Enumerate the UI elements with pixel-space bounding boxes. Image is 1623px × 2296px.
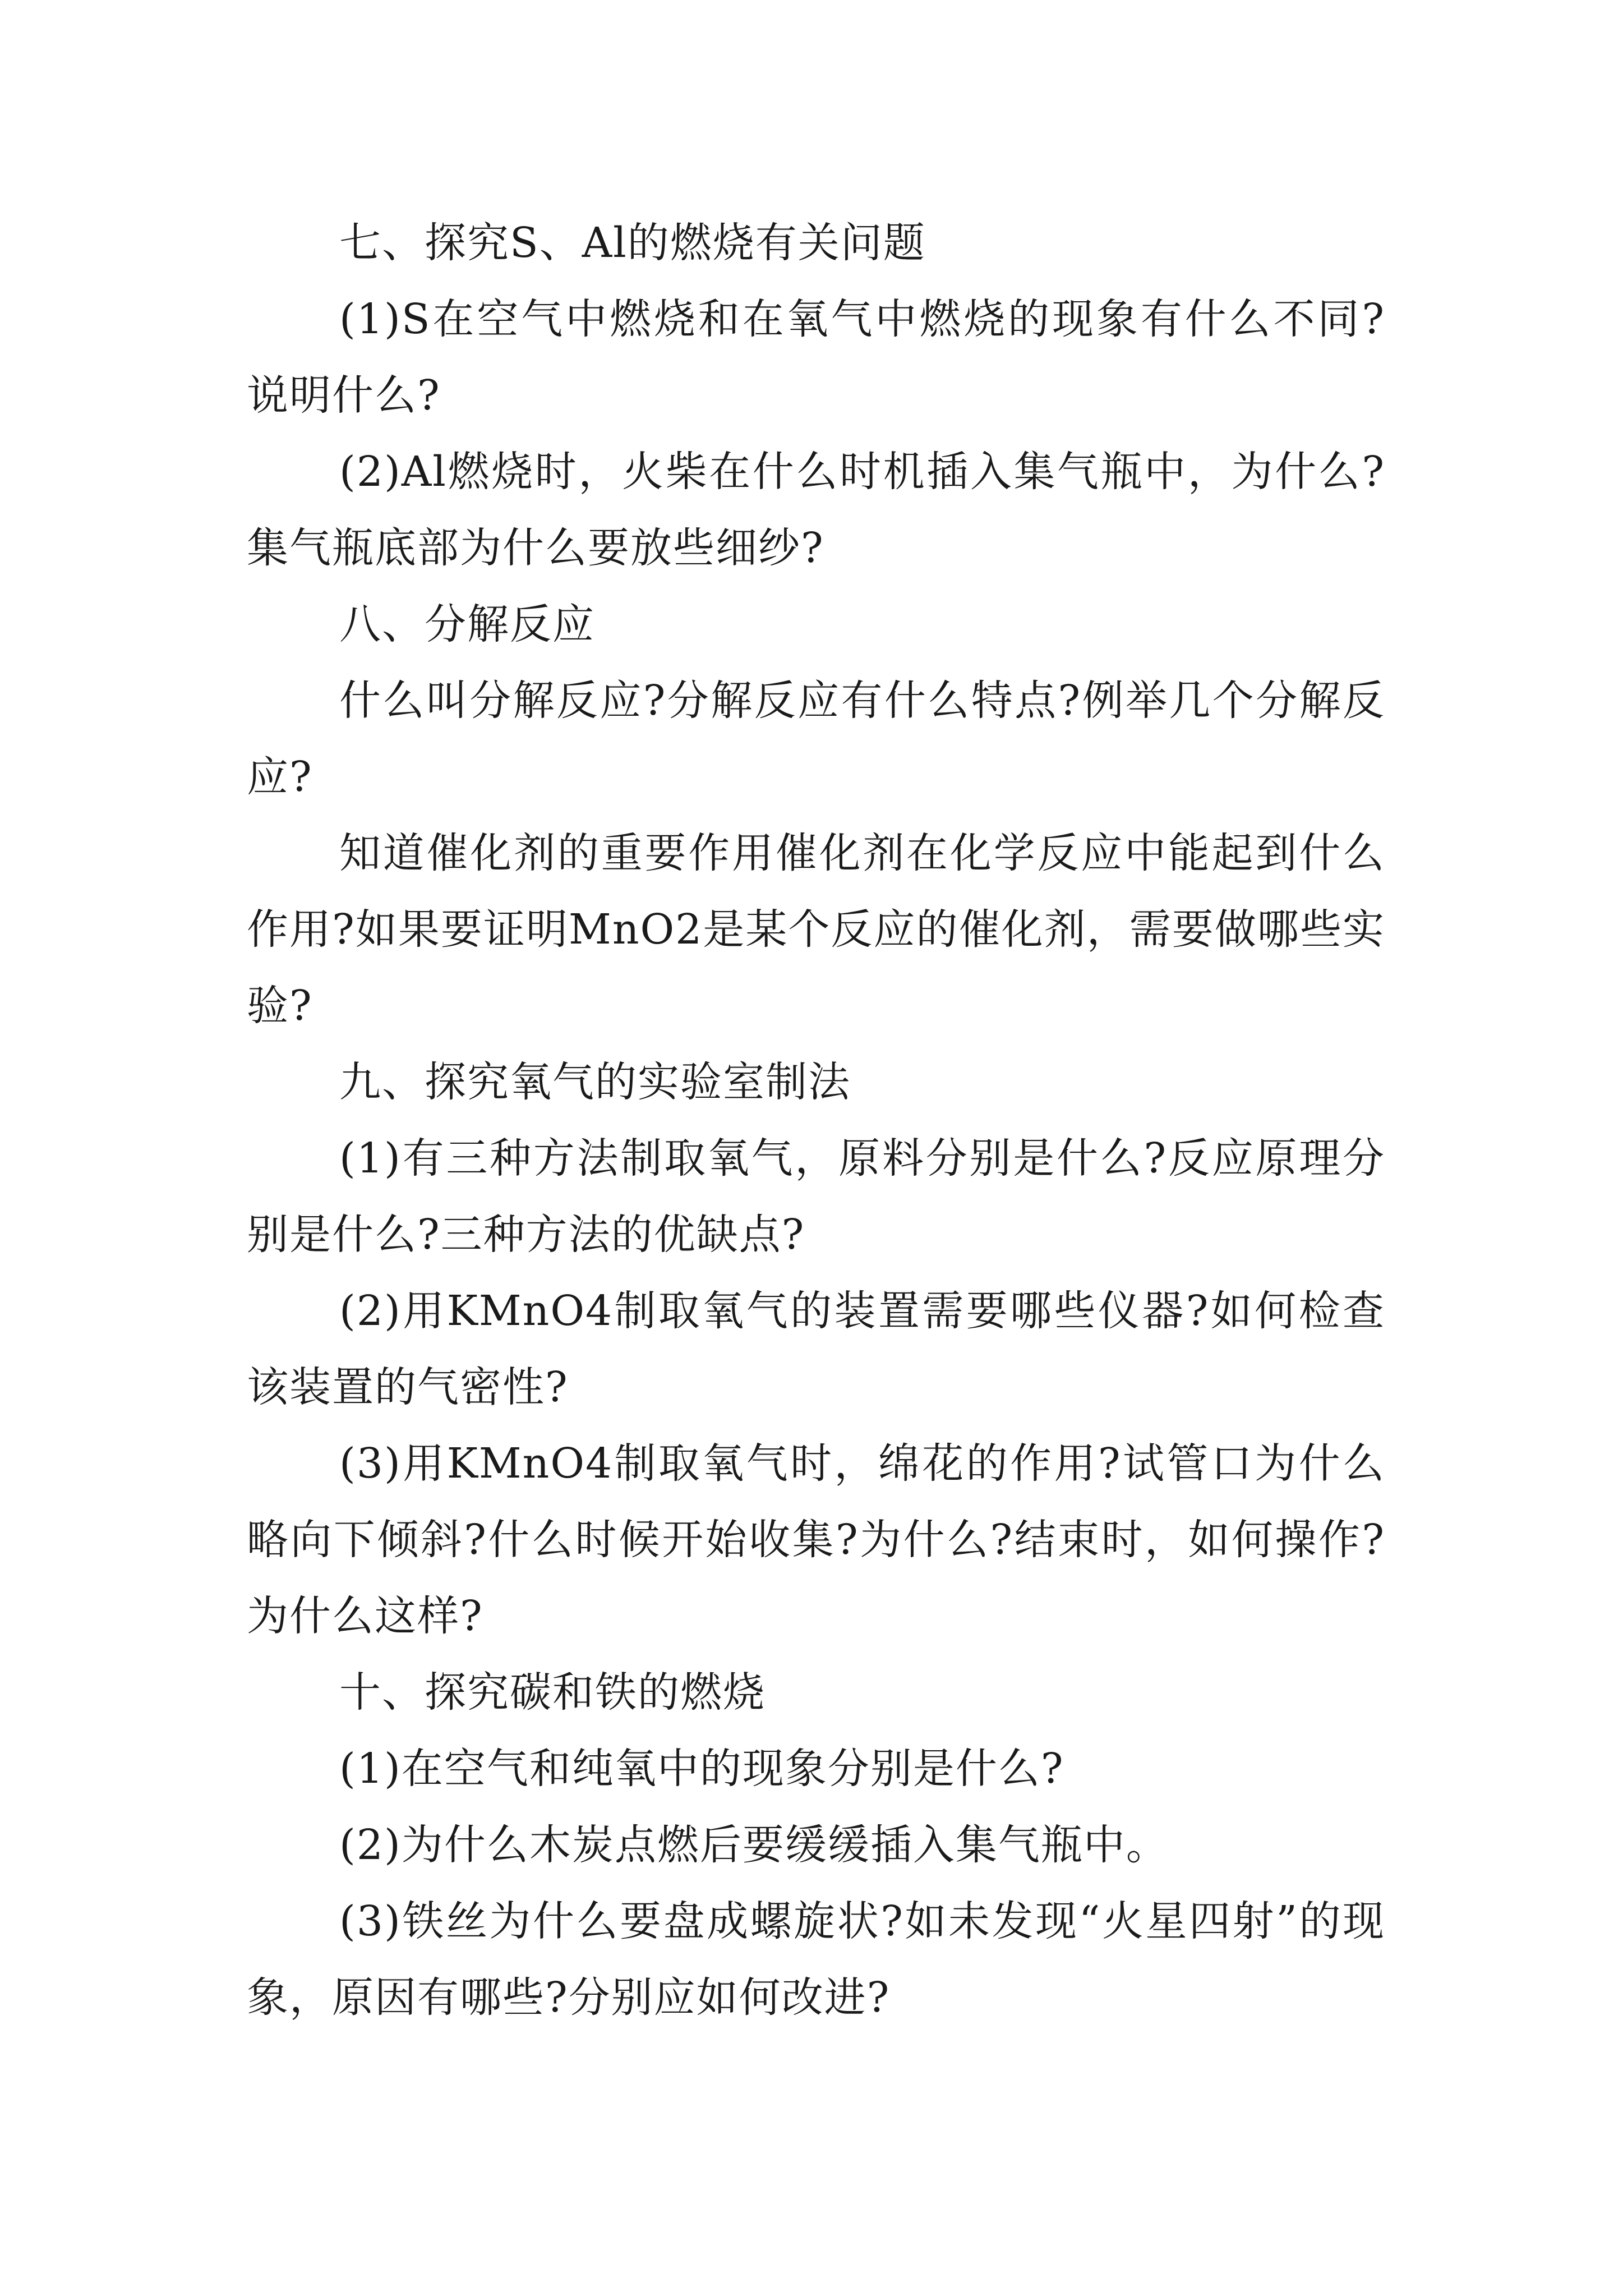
question-9-3: (3)用KMnO4制取氧气时，绵花的作用?试管口为什么略向下倾斜?什么时候开始收集?为什么?结束时，如何操作?为什么这样? <box>247 1439 1385 1640</box>
section-heading-9: 九、探究氧气的实验室制法 <box>339 1058 851 1106</box>
question-8-1: 什么叫分解反应?分解反应有什么特点?例举几个分解反应? <box>247 677 1385 801</box>
question-9-2: (2)用KMnO4制取氧气的装置需要哪些仪器?如何检查该装置的气密性? <box>247 1287 1385 1411</box>
section-heading-8: 八、分解反应 <box>339 600 595 648</box>
question-7-2: (2)Al燃烧时，火柴在什么时机插入集气瓶中，为什么?集气瓶底部为什么要放些细纱? <box>247 448 1385 572</box>
question-10-2: (2)为什么木炭点燃后要缓缓插入集气瓶中。 <box>339 1821 1169 1869</box>
section-heading-7: 七、探究S、Al的燃烧有关问题 <box>339 219 926 267</box>
question-9-1: (1)有三种方法制取氧气，原料分别是什么?反应原理分别是什么?三种方法的优缺点? <box>247 1134 1385 1259</box>
section-heading-10: 十、探究碳和铁的燃烧 <box>339 1668 766 1717</box>
question-10-3: (3)铁丝为什么要盘成螺旋状?如未发现“火星四射”的现象，原因有哪些?分别应如何改进? <box>247 1897 1385 2022</box>
document-body <box>247 205 1385 2036</box>
question-10-1: (1)在空气和纯氧中的现象分别是什么? <box>339 1745 1064 1793</box>
question-8-2: 知道催化剂的重要作用催化剂在化学反应中能起到什么作用?如果要证明MnO2是某个反应的催化剂，需要做哪些实验? <box>247 829 1385 1030</box>
question-7-1: (1)S在空气中燃烧和在氧气中燃烧的现象有什么不同?说明什么? <box>247 295 1385 420</box>
